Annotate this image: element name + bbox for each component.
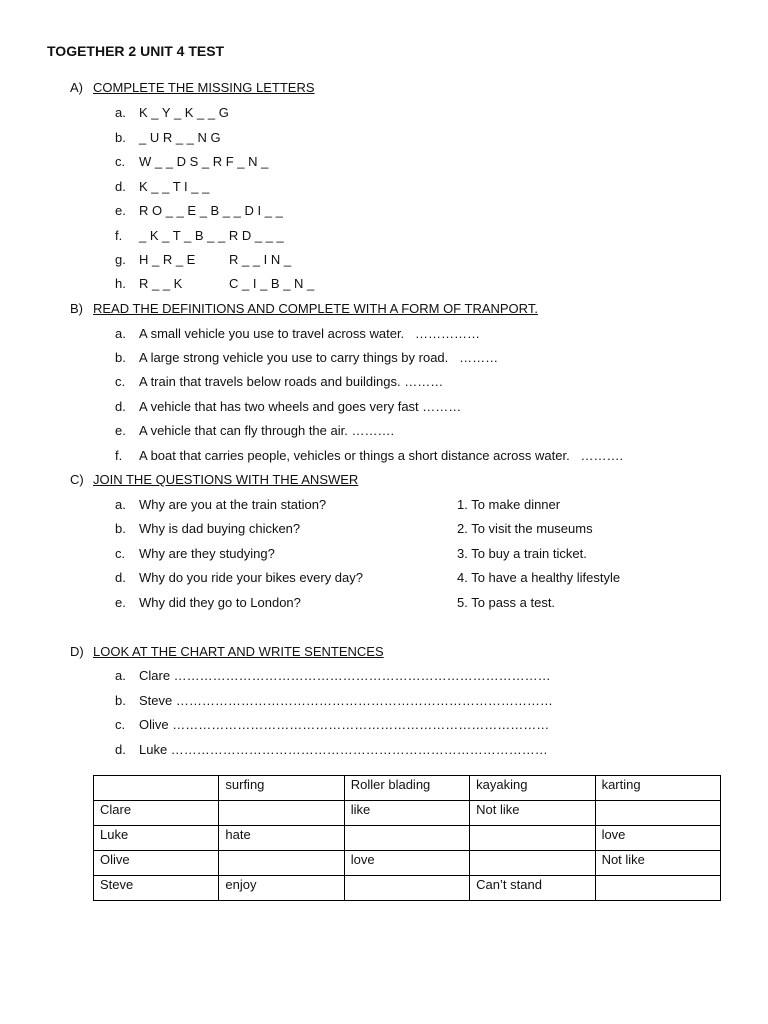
item-marker: b.: [115, 130, 126, 145]
table-cell: love: [344, 851, 469, 876]
item-marker: e.: [115, 203, 126, 218]
list-item: [115, 422, 394, 440]
sentence-line[interactable]: [115, 716, 549, 734]
table-cell: Olive: [94, 851, 219, 876]
item-text: W _ _ D S _ R F _ N _: [139, 154, 269, 169]
section-b-heading: [70, 300, 538, 318]
sentence-line[interactable]: [115, 741, 548, 759]
list-item: [115, 178, 209, 196]
list-item: [115, 104, 229, 122]
table-header-cell: kayaking: [470, 776, 595, 801]
table-cell: like: [344, 801, 469, 826]
item-text: Why did they go to London?: [139, 595, 301, 610]
item-text: K _ Y _ K _ _ G: [139, 105, 229, 120]
table-cell: Clare: [94, 801, 219, 826]
table-header-row: [94, 776, 721, 801]
table-cell: [470, 851, 595, 876]
table-cell: Not like: [470, 801, 595, 826]
question-item: [115, 594, 301, 612]
item-marker: f.: [115, 448, 123, 463]
question-item: [115, 569, 363, 587]
item-marker: e.: [115, 595, 126, 610]
section-a-letter: A): [70, 80, 83, 95]
item-marker: d.: [115, 179, 126, 194]
table-row: [94, 826, 721, 851]
sentence-line[interactable]: [115, 692, 553, 710]
item-text: Why is dad buying chicken?: [139, 521, 301, 536]
item-marker: e.: [115, 423, 126, 438]
table-header-cell: [94, 776, 219, 801]
table-header-cell: karting: [595, 776, 720, 801]
list-item: [115, 129, 221, 147]
activity-chart-table: [93, 775, 721, 901]
list-item: [115, 153, 268, 171]
item-text: Why do you ride your bikes every day?: [139, 570, 363, 585]
item-marker: b.: [115, 521, 126, 536]
table-cell: [595, 876, 720, 901]
item-marker: c.: [115, 374, 126, 389]
item-marker: f.: [115, 228, 123, 243]
table-cell: hate: [219, 826, 344, 851]
section-c-title: JOIN THE QUESTIONS WITH THE ANSWER: [93, 472, 359, 487]
section-a-heading: [70, 79, 315, 97]
item-marker: c.: [115, 154, 126, 169]
section-a-title: COMPLETE THE MISSING LETTERS: [93, 80, 315, 95]
section-b-title: READ THE DEFINITIONS AND COMPLETE WITH A FORM OF TRANPORT.: [93, 301, 538, 316]
item-text: H _ R _ E: [139, 252, 196, 267]
answer-item: 2. To visit the museums: [457, 521, 593, 536]
item-marker: d.: [115, 742, 126, 757]
section-c-letter: C): [70, 472, 84, 487]
item-text: R _ _ K: [139, 276, 183, 291]
list-item: [115, 447, 623, 465]
item-text: K _ _ T I _ _: [139, 179, 210, 194]
item-marker: d.: [115, 399, 126, 414]
list-item: [115, 227, 284, 245]
table-cell: [470, 826, 595, 851]
sentence-line[interactable]: [115, 667, 551, 685]
item-marker: a.: [115, 105, 126, 120]
list-item: [115, 202, 283, 220]
item-text: Why are they studying?: [139, 546, 275, 561]
item-marker: b.: [115, 693, 126, 708]
answer-item: 4. To have a healthy lifestyle: [457, 570, 621, 585]
answer-item: 3. To buy a train ticket.: [457, 546, 587, 561]
item-text: Why are you at the train station?: [139, 497, 327, 512]
page-title: TOGETHER 2 UNIT 4 TEST: [47, 43, 225, 59]
table-cell: love: [595, 826, 720, 851]
item-text: Luke ……………………………………………………………………………: [139, 742, 548, 757]
table-row: [94, 876, 721, 901]
item-marker: a.: [115, 326, 126, 341]
list-item: [115, 398, 461, 416]
item-marker: d.: [115, 570, 126, 585]
item-text: A boat that carries people, vehicles or things a short distance across water. ……….: [139, 448, 624, 463]
table-cell: Not like: [595, 851, 720, 876]
table-cell: [219, 851, 344, 876]
item-marker: c.: [115, 546, 126, 561]
item-marker: a.: [115, 497, 126, 512]
table-header-cell: Roller blading: [344, 776, 469, 801]
answer-item: 1. To make dinner: [457, 497, 561, 512]
item-marker: h.: [115, 276, 126, 291]
table-cell: [344, 876, 469, 901]
question-item: [115, 496, 326, 514]
section-c-heading: [70, 471, 358, 489]
item-text: Steve ……………………………………………………………………………: [139, 693, 553, 708]
section-d-heading: [70, 643, 384, 661]
list-item: [115, 275, 182, 293]
question-item: [115, 545, 275, 563]
item-extra: R _ _ I N _: [229, 252, 292, 267]
table-row: [94, 851, 721, 876]
item-text: R O _ _ E _ B _ _ D I _ _: [139, 203, 283, 218]
section-d-title: LOOK AT THE CHART AND WRITE SENTENCES: [93, 644, 384, 659]
item-marker: b.: [115, 350, 126, 365]
item-text: A vehicle that can fly through the air. ……….: [139, 423, 395, 438]
table-cell: Steve: [94, 876, 219, 901]
item-marker: c.: [115, 717, 126, 732]
list-item: [115, 251, 195, 269]
item-extra: C _ I _ B _ N _: [229, 276, 315, 291]
item-marker: a.: [115, 668, 126, 683]
section-d-letter: D): [70, 644, 84, 659]
item-text: A large strong vehicle you use to carry things by road. ………: [139, 350, 499, 365]
list-item: [115, 349, 498, 367]
table-header-cell: surfing: [219, 776, 344, 801]
item-text: A vehicle that has two wheels and goes very fast ………: [139, 399, 462, 414]
table-row: [94, 801, 721, 826]
item-marker: g.: [115, 252, 126, 267]
table-cell: enjoy: [219, 876, 344, 901]
section-b-letter: B): [70, 301, 83, 316]
table-cell: [595, 801, 720, 826]
table-cell: Can’t stand: [470, 876, 595, 901]
item-text: Clare ……………………………………………………………………………: [139, 668, 551, 683]
item-text: _ K _ T _ B _ _ R D _ _ _: [139, 228, 284, 243]
list-item: [115, 373, 443, 391]
table-cell: [219, 801, 344, 826]
item-text: A small vehicle you use to travel across water. ……………: [139, 326, 481, 341]
item-text: _ U R _ _ N G: [139, 130, 221, 145]
question-item: [115, 520, 300, 538]
table-cell: [344, 826, 469, 851]
item-text: Olive ……………………………………………………………………………: [139, 717, 550, 732]
item-text: A train that travels below roads and buildings. ………: [139, 374, 444, 389]
table-cell: Luke: [94, 826, 219, 851]
answer-item: 5. To pass a test.: [457, 595, 556, 610]
list-item: [115, 325, 480, 343]
